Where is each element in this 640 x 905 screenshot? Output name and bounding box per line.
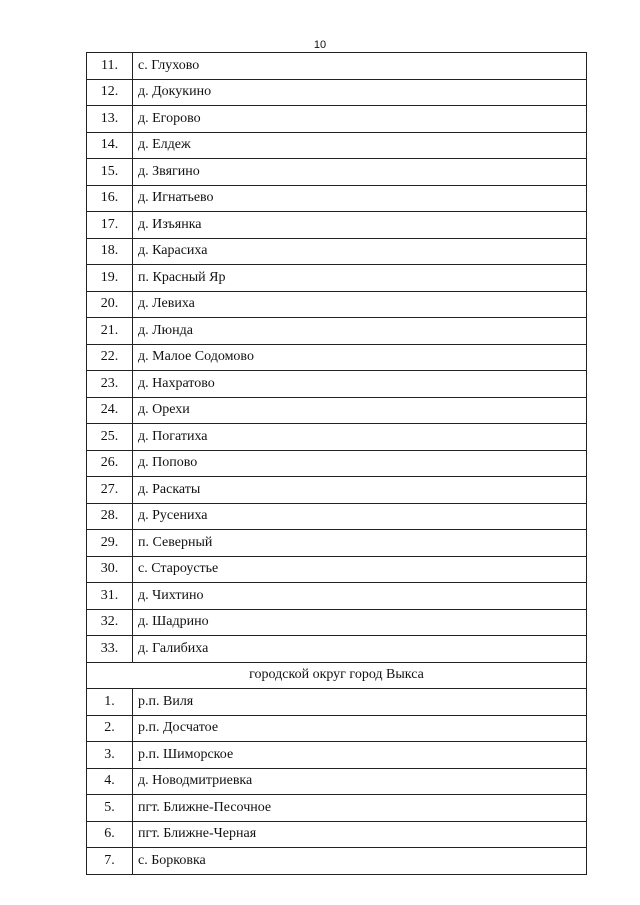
table-row: [87, 132, 587, 159]
settlement-name: д. Чихтино: [133, 583, 587, 610]
row-number: 5.: [87, 795, 133, 822]
settlement-name: д. Звягино: [133, 159, 587, 186]
table-row: [87, 821, 587, 848]
table-row: [87, 583, 587, 610]
row-number: 32.: [87, 609, 133, 636]
table-row: [87, 742, 587, 769]
row-number: 14.: [87, 132, 133, 159]
settlement-name: д. Левиха: [133, 291, 587, 318]
row-number: 13.: [87, 106, 133, 133]
table-row: [87, 159, 587, 186]
settlement-name: с. Глухово: [133, 53, 587, 80]
settlement-name: д. Малое Содомово: [133, 344, 587, 371]
settlement-name: д. Русениха: [133, 503, 587, 530]
table-row: [87, 477, 587, 504]
row-number: 23.: [87, 371, 133, 398]
table-row: [87, 185, 587, 212]
table-row: [87, 291, 587, 318]
row-number: 2.: [87, 715, 133, 742]
settlement-name: д. Люнда: [133, 318, 587, 345]
row-number: 22.: [87, 344, 133, 371]
table-row: [87, 795, 587, 822]
settlement-name: с. Староустье: [133, 556, 587, 583]
settlement-name: п. Красный Яр: [133, 265, 587, 292]
table-row: [87, 530, 587, 557]
settlement-name: р.п. Шиморское: [133, 742, 587, 769]
settlement-name: д. Егорово: [133, 106, 587, 133]
settlement-name: пгт. Ближне-Песочное: [133, 795, 587, 822]
settlement-name: д. Попово: [133, 450, 587, 477]
table-row: [87, 689, 587, 716]
settlement-name: д. Погатиха: [133, 424, 587, 451]
row-number: 16.: [87, 185, 133, 212]
table-row: [87, 79, 587, 106]
settlement-name: д. Изъянка: [133, 212, 587, 239]
section-header-row: [87, 662, 587, 689]
row-number: 3.: [87, 742, 133, 769]
settlement-name: д. Раскаты: [133, 477, 587, 504]
settlement-name: п. Северный: [133, 530, 587, 557]
table-row: [87, 503, 587, 530]
row-number: 33.: [87, 636, 133, 663]
row-number: 25.: [87, 424, 133, 451]
table-row: [87, 344, 587, 371]
settlement-name: д. Шадрино: [133, 609, 587, 636]
row-number: 19.: [87, 265, 133, 292]
row-number: 7.: [87, 848, 133, 875]
settlements-table: [86, 52, 587, 875]
table-row: [87, 424, 587, 451]
row-number: 1.: [87, 689, 133, 716]
page-number: 10: [313, 39, 327, 51]
table-row: [87, 450, 587, 477]
table-row: [87, 768, 587, 795]
table-row: [87, 53, 587, 80]
row-number: 30.: [87, 556, 133, 583]
settlement-name: р.п. Досчатое: [133, 715, 587, 742]
table-row: [87, 371, 587, 398]
table-row: [87, 318, 587, 345]
settlement-name: д. Елдеж: [133, 132, 587, 159]
table-row: [87, 265, 587, 292]
row-number: 21.: [87, 318, 133, 345]
settlement-name: д. Карасиха: [133, 238, 587, 265]
settlement-name: р.п. Виля: [133, 689, 587, 716]
settlement-name: с. Борковка: [133, 848, 587, 875]
table-row: [87, 397, 587, 424]
table-row: [87, 715, 587, 742]
row-number: 4.: [87, 768, 133, 795]
row-number: 31.: [87, 583, 133, 610]
table-row: [87, 212, 587, 239]
settlement-name: д. Нахратово: [133, 371, 587, 398]
settlement-name: д. Докукино: [133, 79, 587, 106]
settlement-name: д. Галибиха: [133, 636, 587, 663]
row-number: 20.: [87, 291, 133, 318]
row-number: 11.: [87, 53, 133, 80]
row-number: 27.: [87, 477, 133, 504]
table-row: [87, 609, 587, 636]
row-number: 24.: [87, 397, 133, 424]
table-row: [87, 238, 587, 265]
row-number: 12.: [87, 79, 133, 106]
row-number: 18.: [87, 238, 133, 265]
table-row: [87, 106, 587, 133]
table-row: [87, 848, 587, 875]
row-number: 26.: [87, 450, 133, 477]
settlement-name: д. Орехи: [133, 397, 587, 424]
row-number: 15.: [87, 159, 133, 186]
row-number: 28.: [87, 503, 133, 530]
settlement-name: д. Игнатьево: [133, 185, 587, 212]
table-row: [87, 556, 587, 583]
table-row: [87, 636, 587, 663]
settlements-table-body: [87, 53, 587, 875]
settlement-name: д. Новодмитриевка: [133, 768, 587, 795]
section-header: городской округ город Выкса: [87, 662, 587, 689]
row-number: 29.: [87, 530, 133, 557]
settlement-name: пгт. Ближне-Черная: [133, 821, 587, 848]
row-number: 6.: [87, 821, 133, 848]
row-number: 17.: [87, 212, 133, 239]
